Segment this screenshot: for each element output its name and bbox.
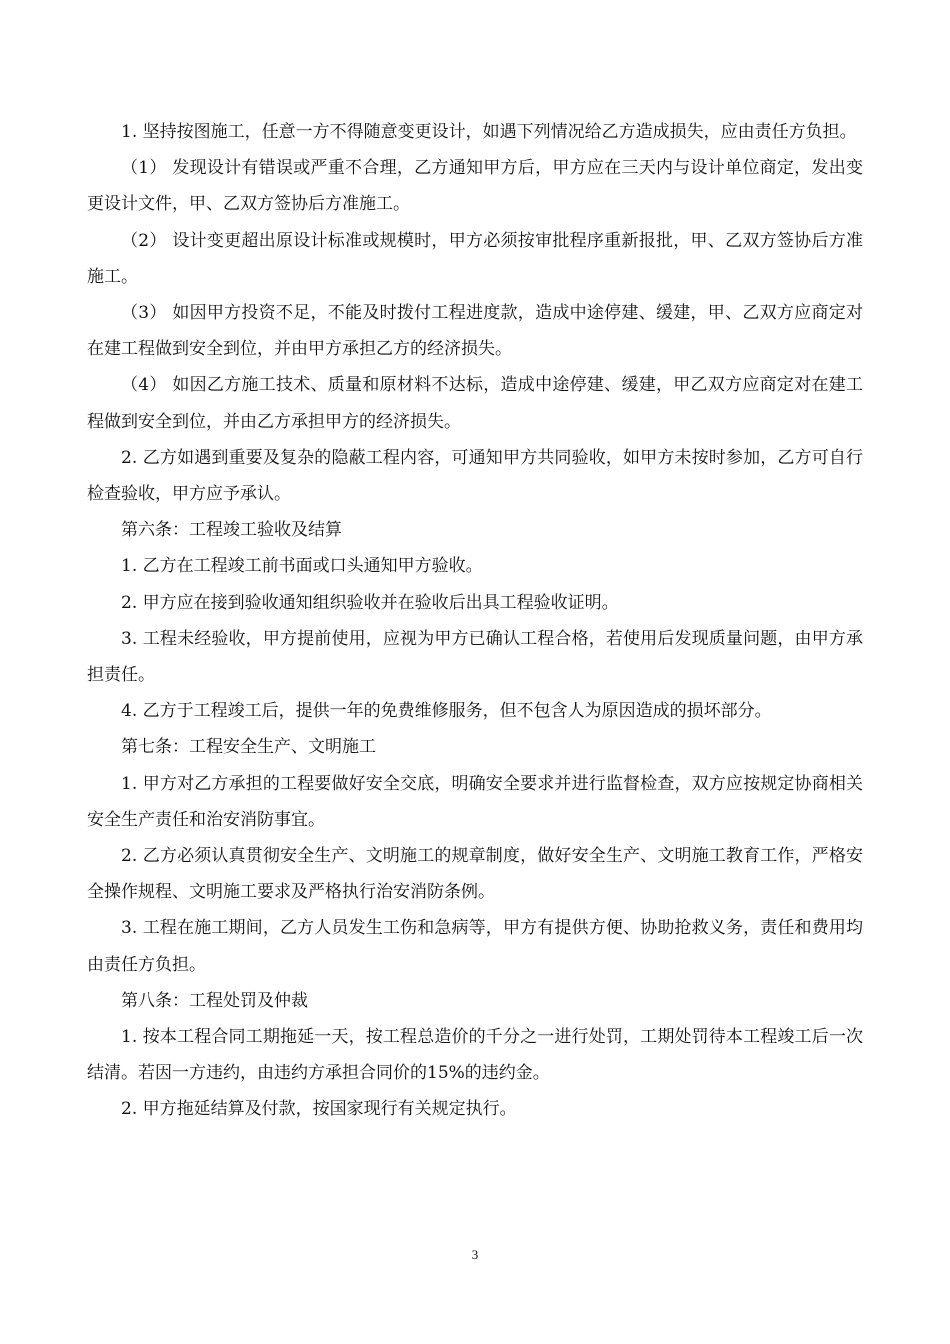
page-number: 3 — [471, 1247, 479, 1262]
paragraph-article-7-3: 3. 工程在施工期间，乙方人员发生工伤和急病等，甲方有提供方便、协助抢救义务，责任和费用均由责任方负担。 — [87, 918, 863, 975]
paragraph-article-6-4: 4. 乙方于工程竣工后，提供一年的免费维修服务，但不包含人为原因造成的损坏部分。 — [121, 701, 772, 722]
paragraph-article-6-3: 3. 工程未经验收，甲方提前使用，应视为甲方已确认工程合格，若使用后发现质量问题，由甲方承担责任。 — [87, 628, 863, 686]
paragraph-clause-5-1: 1. 坚持按图施工，任意一方不得随意变更设计，如遇下列情况给乙方造成损失，应由责任方负担。 — [121, 122, 857, 142]
section-heading-article-7: 第七条：工程安全生产、文明施工 — [121, 737, 376, 758]
paragraph-clause-5-1-item-4: （4） 如因乙方施工技术、质量和原材料不达标，造成中途停建、缓建，甲乙双方应商定对在建工程做到安全到位，并由乙方承担甲方的经济损失。 — [87, 375, 863, 432]
section-heading-article-8: 第八条：工程处罚及仲裁 — [121, 990, 308, 1011]
paragraph-clause-5-2: 2. 乙方如遇到重要及复杂的隐蔽工程内容，可通知甲方共同验收，如甲方未按时参加，乙方可自行检查验收，甲方应予承认。 — [87, 447, 863, 505]
paragraph-article-7-1: 1. 甲方对乙方承担的工程要做好安全交底，明确安全要求并进行监督检查，双方应按规定协商相关安全生产责任和治安消防事宜。 — [87, 773, 863, 830]
paragraph-clause-5-1-item-3: （3） 如因甲方投资不足，不能及时拨付工程进度款，造成中途停建、缓建，甲、乙双方应商定对在建工程做到安全到位，并由甲方承担乙方的经济损失。 — [87, 303, 863, 360]
paragraph-clause-5-1-item-1: （1） 发现设计有错误或严重不合理，乙方通知甲方后，甲方应在三天内与设计单位商定，发出变更设计文件，甲、乙双方签协后方准施工。 — [87, 158, 863, 215]
paragraph-article-8-2: 2. 甲方拖延结算及付款，按国家现行有关规定执行。 — [121, 1099, 517, 1120]
document-body — [87, 114, 863, 1128]
paragraph-clause-5-1-item-2: （2） 设计变更超出原设计标准或规模时，甲方必须按审批程序重新报批，甲、乙双方签协后方准施工。 — [87, 230, 863, 287]
paragraph-article-7-2: 2. 乙方必须认真贯彻安全生产、文明施工的规章制度，做好安全生产、文明施工教育工作，严格安全操作规程、文明施工要求及严格执行治安消防条例。 — [87, 846, 863, 903]
section-heading-article-6: 第六条：工程竣工验收及结算 — [121, 520, 342, 541]
paragraph-article-6-2: 2. 甲方应在接到验收通知组织验收并在验收后出具工程验收证明。 — [121, 592, 619, 613]
paragraph-article-8-1: 1. 按本工程合同工期拖延一天，按工程总造价的千分之一进行处罚，工期处罚待本工程竣工后一次结清。若因一方违约，由违约方承担合同价的15%的违约金。 — [87, 1027, 863, 1084]
paragraph-article-6-1: 1. 乙方在工程竣工前书面或口头通知甲方验收。 — [121, 556, 483, 577]
